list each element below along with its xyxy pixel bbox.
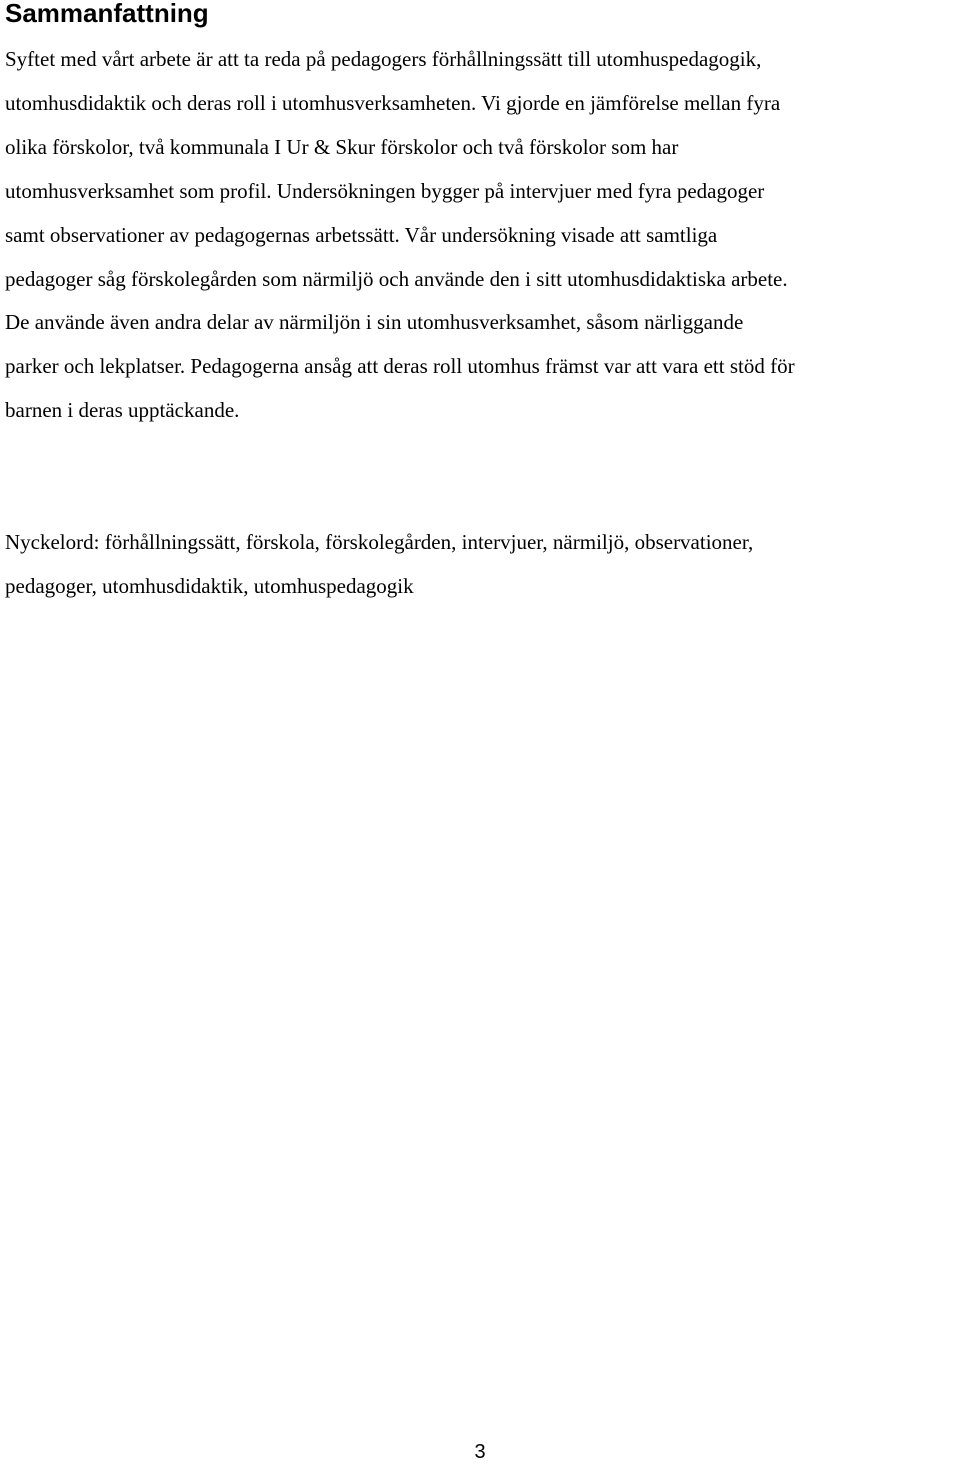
- abstract-paragraph: [5, 38, 955, 433]
- abstract-line: pedagoger såg förskolegården som närmiljö och använde den i sitt utomhusdidaktiska arbete.: [5, 266, 788, 291]
- abstract-line: De använde även andra delar av närmiljön i sin utomhusverksamhet, såsom närliggande: [5, 310, 744, 335]
- abstract-line: utomhusdidaktik och deras roll i utomhusverksamheten. Vi gjorde en jämförelse mellan fyra: [5, 90, 781, 115]
- abstract-line: parker och lekplatser. Pedagogerna ansåg att deras roll utomhus främst var att vara ett stöd för: [5, 354, 795, 379]
- keywords-line: pedagoger, utomhusdidaktik, utomhuspedagogik: [5, 573, 414, 598]
- keywords-line: Nyckelord: förhållningssätt, förskola, förskolegården, intervjuer, närmiljö, observationer,: [5, 530, 754, 554]
- abstract-line: samt observationer av pedagogernas arbetssätt. Vår undersökning visade att samtliga: [5, 222, 718, 247]
- page-number: 3: [474, 1441, 486, 1463]
- abstract-line: barnen i deras upptäckande.: [5, 398, 240, 423]
- abstract-line: utomhusverksamhet som profil. Undersökningen bygger på intervjuer med fyra pedagoger: [5, 178, 765, 203]
- abstract-line: Syftet med vårt arbete är att ta reda på pedagogers förhållningssätt till utomhuspedagogik,: [5, 47, 762, 71]
- section-heading: Sammanfattning: [5, 0, 209, 28]
- abstract-line: olika förskolor, två kommunala I Ur & Skur förskolor och två förskolor som har: [5, 134, 679, 159]
- keywords-paragraph: [5, 521, 955, 609]
